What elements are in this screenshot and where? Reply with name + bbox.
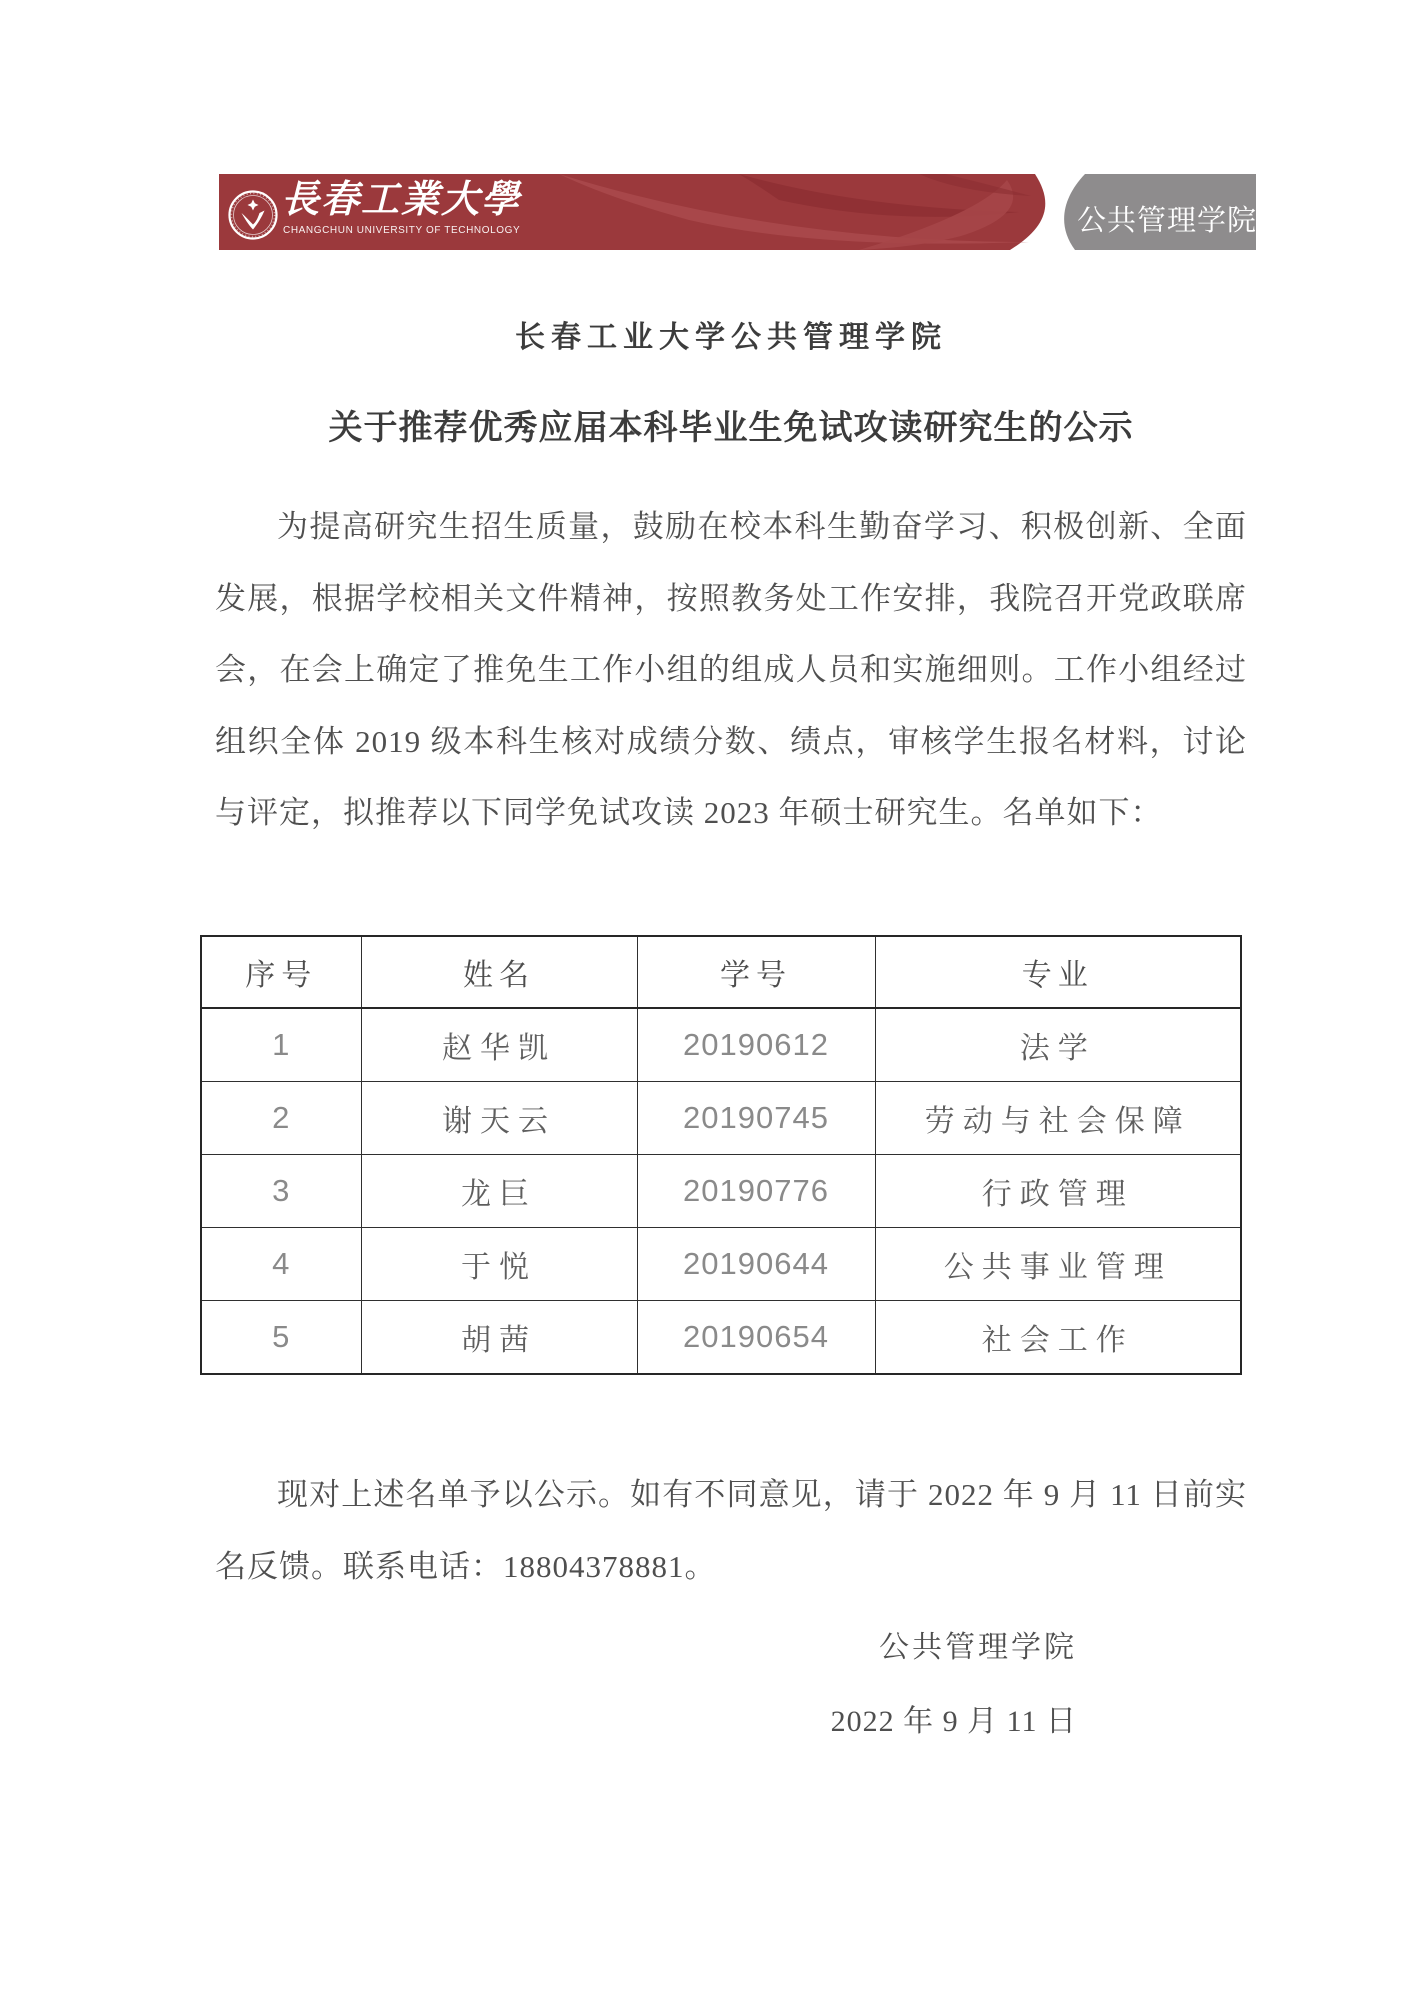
table-cell: 20190644 xyxy=(637,1228,875,1301)
table-row xyxy=(201,1301,1241,1375)
table-cell: 龙巨 xyxy=(361,1155,637,1228)
table-cell: 20190654 xyxy=(637,1301,875,1375)
table-cell: 社会工作 xyxy=(875,1301,1241,1375)
university-logo-icon xyxy=(227,189,279,241)
signature-org: 公共管理学院 xyxy=(879,1631,1077,1664)
table-cell: 5 xyxy=(201,1301,361,1375)
table-cell: 20190745 xyxy=(637,1082,875,1155)
intro-paragraph: 为提高研究生招生质量，鼓励在校本科生勤奋学习、积极创新、全面发展，根据学校相关文件精神，按照教务处工作安排，我院召开党政联席会，在会上确定了推免生工作小组的组成人员和实施细则。工作小组经过组织全体 2019 级本科生核对成绩分数、绩点，审核学生报名材料，讨论与评定，拟推荐以下同学免试攻读 2023 年硕士研究生。名单如下： xyxy=(215,509,1247,830)
table-cell: 20190776 xyxy=(637,1155,875,1228)
table-cell: 胡茜 xyxy=(361,1301,637,1375)
table-row xyxy=(201,1155,1241,1228)
table-cell: 20190612 xyxy=(637,1008,875,1082)
table-row xyxy=(201,1228,1241,1301)
university-wordmark: 長春工業大學 xyxy=(281,179,522,221)
university-wordmark-en: CHANGCHUN UNIVERSITY OF TECHNOLOGY xyxy=(283,225,521,236)
table-cell: 劳动与社会保障 xyxy=(875,1082,1241,1155)
closing-paragraph: 现对上述名单予以公示。如有不同意见，请于 2022 年 9 月 11 日前实名反馈。联系电话：18804378881。 xyxy=(215,1477,1247,1584)
table-cell: 法学 xyxy=(875,1008,1241,1082)
table-header-row xyxy=(201,936,1241,1008)
banner-college-name: 公共管理学院 xyxy=(1077,205,1258,237)
table-cell: 于悦 xyxy=(361,1228,637,1301)
col-header-major: 专业 xyxy=(875,936,1241,1008)
header-banner xyxy=(219,174,1256,250)
table-cell: 谢天云 xyxy=(361,1082,637,1155)
table-cell: 公共事业管理 xyxy=(875,1228,1241,1301)
col-header-index: 序号 xyxy=(201,936,361,1008)
recommendation-table xyxy=(200,935,1242,1375)
table-cell: 行政管理 xyxy=(875,1155,1241,1228)
table-cell: 3 xyxy=(201,1155,361,1228)
table-cell: 4 xyxy=(201,1228,361,1301)
table-cell: 赵华凯 xyxy=(361,1008,637,1082)
doc-title: 长春工业大学公共管理学院 xyxy=(515,321,947,354)
table-row xyxy=(201,1082,1241,1155)
table-row xyxy=(201,1008,1241,1082)
table-cell: 1 xyxy=(201,1008,361,1082)
signature-date: 2022 年 9 月 11 日 xyxy=(830,1705,1077,1738)
col-header-student-id: 学号 xyxy=(637,936,875,1008)
table-cell: 2 xyxy=(201,1082,361,1155)
table-body xyxy=(201,1008,1241,1374)
col-header-name: 姓名 xyxy=(361,936,637,1008)
doc-subtitle: 关于推荐优秀应届本科毕业生免试攻读研究生的公示 xyxy=(328,409,1134,447)
